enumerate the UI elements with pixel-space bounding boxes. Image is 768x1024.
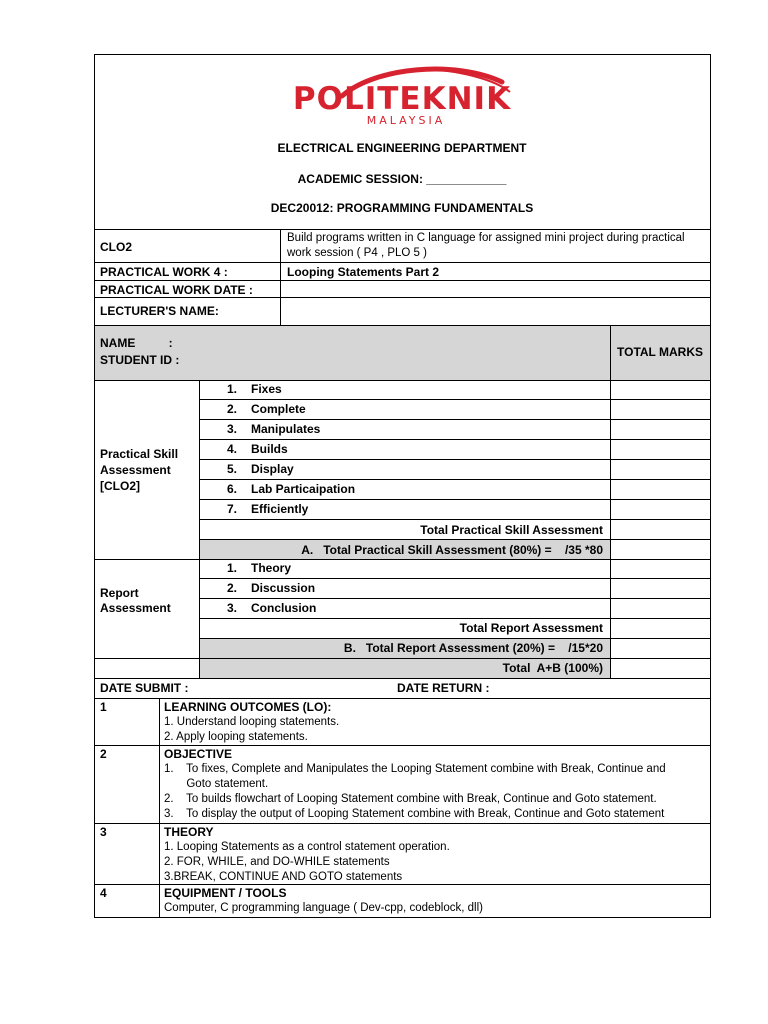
list-item: 1. Theory bbox=[227, 561, 292, 575]
clo-text-line-1: Build programs written in C language for assigned mini project during practical bbox=[287, 232, 685, 244]
section-number: 1 bbox=[100, 700, 107, 714]
list-item: 1. Fixes bbox=[227, 382, 282, 396]
student-name-label: NAME : bbox=[100, 336, 173, 350]
clo-label: CLO2 bbox=[100, 240, 133, 254]
practical-label-2: Assessment bbox=[100, 463, 171, 477]
section-number: 2 bbox=[100, 747, 107, 761]
logo-subtext: MALAYSIA bbox=[366, 114, 446, 127]
politeknik-logo bbox=[280, 62, 524, 132]
total-report-b-label: B. Total Report Assessment (20%) = /15*20 bbox=[343, 641, 603, 655]
practical-label-3: [CLO2] bbox=[100, 479, 140, 493]
list-item: 7. Efficiently bbox=[227, 502, 309, 516]
total-ab-label: Total A+B (100%) bbox=[502, 661, 603, 675]
total-report-label: Total Report Assessment bbox=[459, 621, 603, 635]
section-title-theory: THEORY bbox=[164, 825, 214, 839]
department-title: ELECTRICAL ENGINEERING DEPARTMENT bbox=[277, 141, 527, 155]
section-line: Goto statement. bbox=[164, 778, 269, 790]
practical-work-label: PRACTICAL WORK 4 : bbox=[100, 265, 228, 279]
clo-text-line-2: work session ( P4 , PLO 5 ) bbox=[287, 247, 427, 259]
section-title-objective: OBJECTIVE bbox=[164, 747, 233, 761]
section-number: 4 bbox=[100, 886, 107, 900]
section-line: 2. Apply looping statements. bbox=[164, 731, 308, 743]
total-practical-a-label: A. Total Practical Skill Assessment (80%) = /35 *80 bbox=[301, 543, 603, 557]
section-number: 3 bbox=[100, 825, 107, 839]
practical-work-value: Looping Statements Part 2 bbox=[287, 265, 440, 279]
logo-text: POLITEKNIK bbox=[292, 81, 512, 117]
date-return-label: DATE RETURN : bbox=[397, 681, 490, 695]
list-item: 2. Discussion bbox=[227, 581, 316, 595]
practical-label-1: Practical Skill bbox=[100, 447, 179, 461]
date-submit-label: DATE SUBMIT : bbox=[100, 681, 189, 695]
list-item: 3. Conclusion bbox=[227, 601, 317, 615]
list-item: 3. Manipulates bbox=[227, 422, 321, 436]
academic-session: ACADEMIC SESSION: ____________ bbox=[297, 172, 507, 186]
report-label-1: Report bbox=[100, 586, 139, 600]
list-item: 6. Lab Particaipation bbox=[227, 482, 356, 496]
section-title-equipment: EQUIPMENT / TOOLS bbox=[164, 886, 287, 900]
list-item: 2. Complete bbox=[227, 402, 306, 416]
total-practical-label: Total Practical Skill Assessment bbox=[420, 523, 603, 537]
course-title: DEC20012: PROGRAMMING FUNDAMENTALS bbox=[270, 201, 534, 215]
student-id-label: STUDENT ID : bbox=[100, 353, 180, 367]
section-line: 1. To fixes, Complete and Manipulates the Looping Statement combine with Break, Continue and bbox=[164, 763, 666, 775]
section-line: 2. To builds flowchart of Looping Statement combine with Break, Continue and Goto statement. bbox=[164, 793, 657, 805]
section-line: 1. Understand looping statements. bbox=[164, 716, 340, 728]
section-line: 2. FOR, WHILE, and DO-WHILE statements bbox=[164, 856, 390, 868]
report-label-2: Assessment bbox=[100, 601, 171, 615]
section-line: Computer, C programming language ( Dev-cpp, codeblock, dll) bbox=[164, 902, 483, 914]
total-marks-header: TOTAL MARKS bbox=[617, 345, 703, 359]
list-item: 4. Builds bbox=[227, 442, 288, 456]
section-line: 1. Looping Statements as a control statement operation. bbox=[164, 841, 450, 853]
section-title-learning-outcomes: LEARNING OUTCOMES (LO): bbox=[164, 700, 332, 714]
lecturer-name-label: LECTURER'S NAME: bbox=[100, 304, 219, 318]
section-line: 3.BREAK, CONTINUE AND GOTO statements bbox=[164, 871, 403, 883]
list-item: 5. Display bbox=[227, 462, 294, 476]
practical-work-date-label: PRACTICAL WORK DATE : bbox=[100, 283, 253, 297]
section-line: 3. To display the output of Looping Statement combine with Break, Continue and Goto statement bbox=[164, 808, 665, 820]
